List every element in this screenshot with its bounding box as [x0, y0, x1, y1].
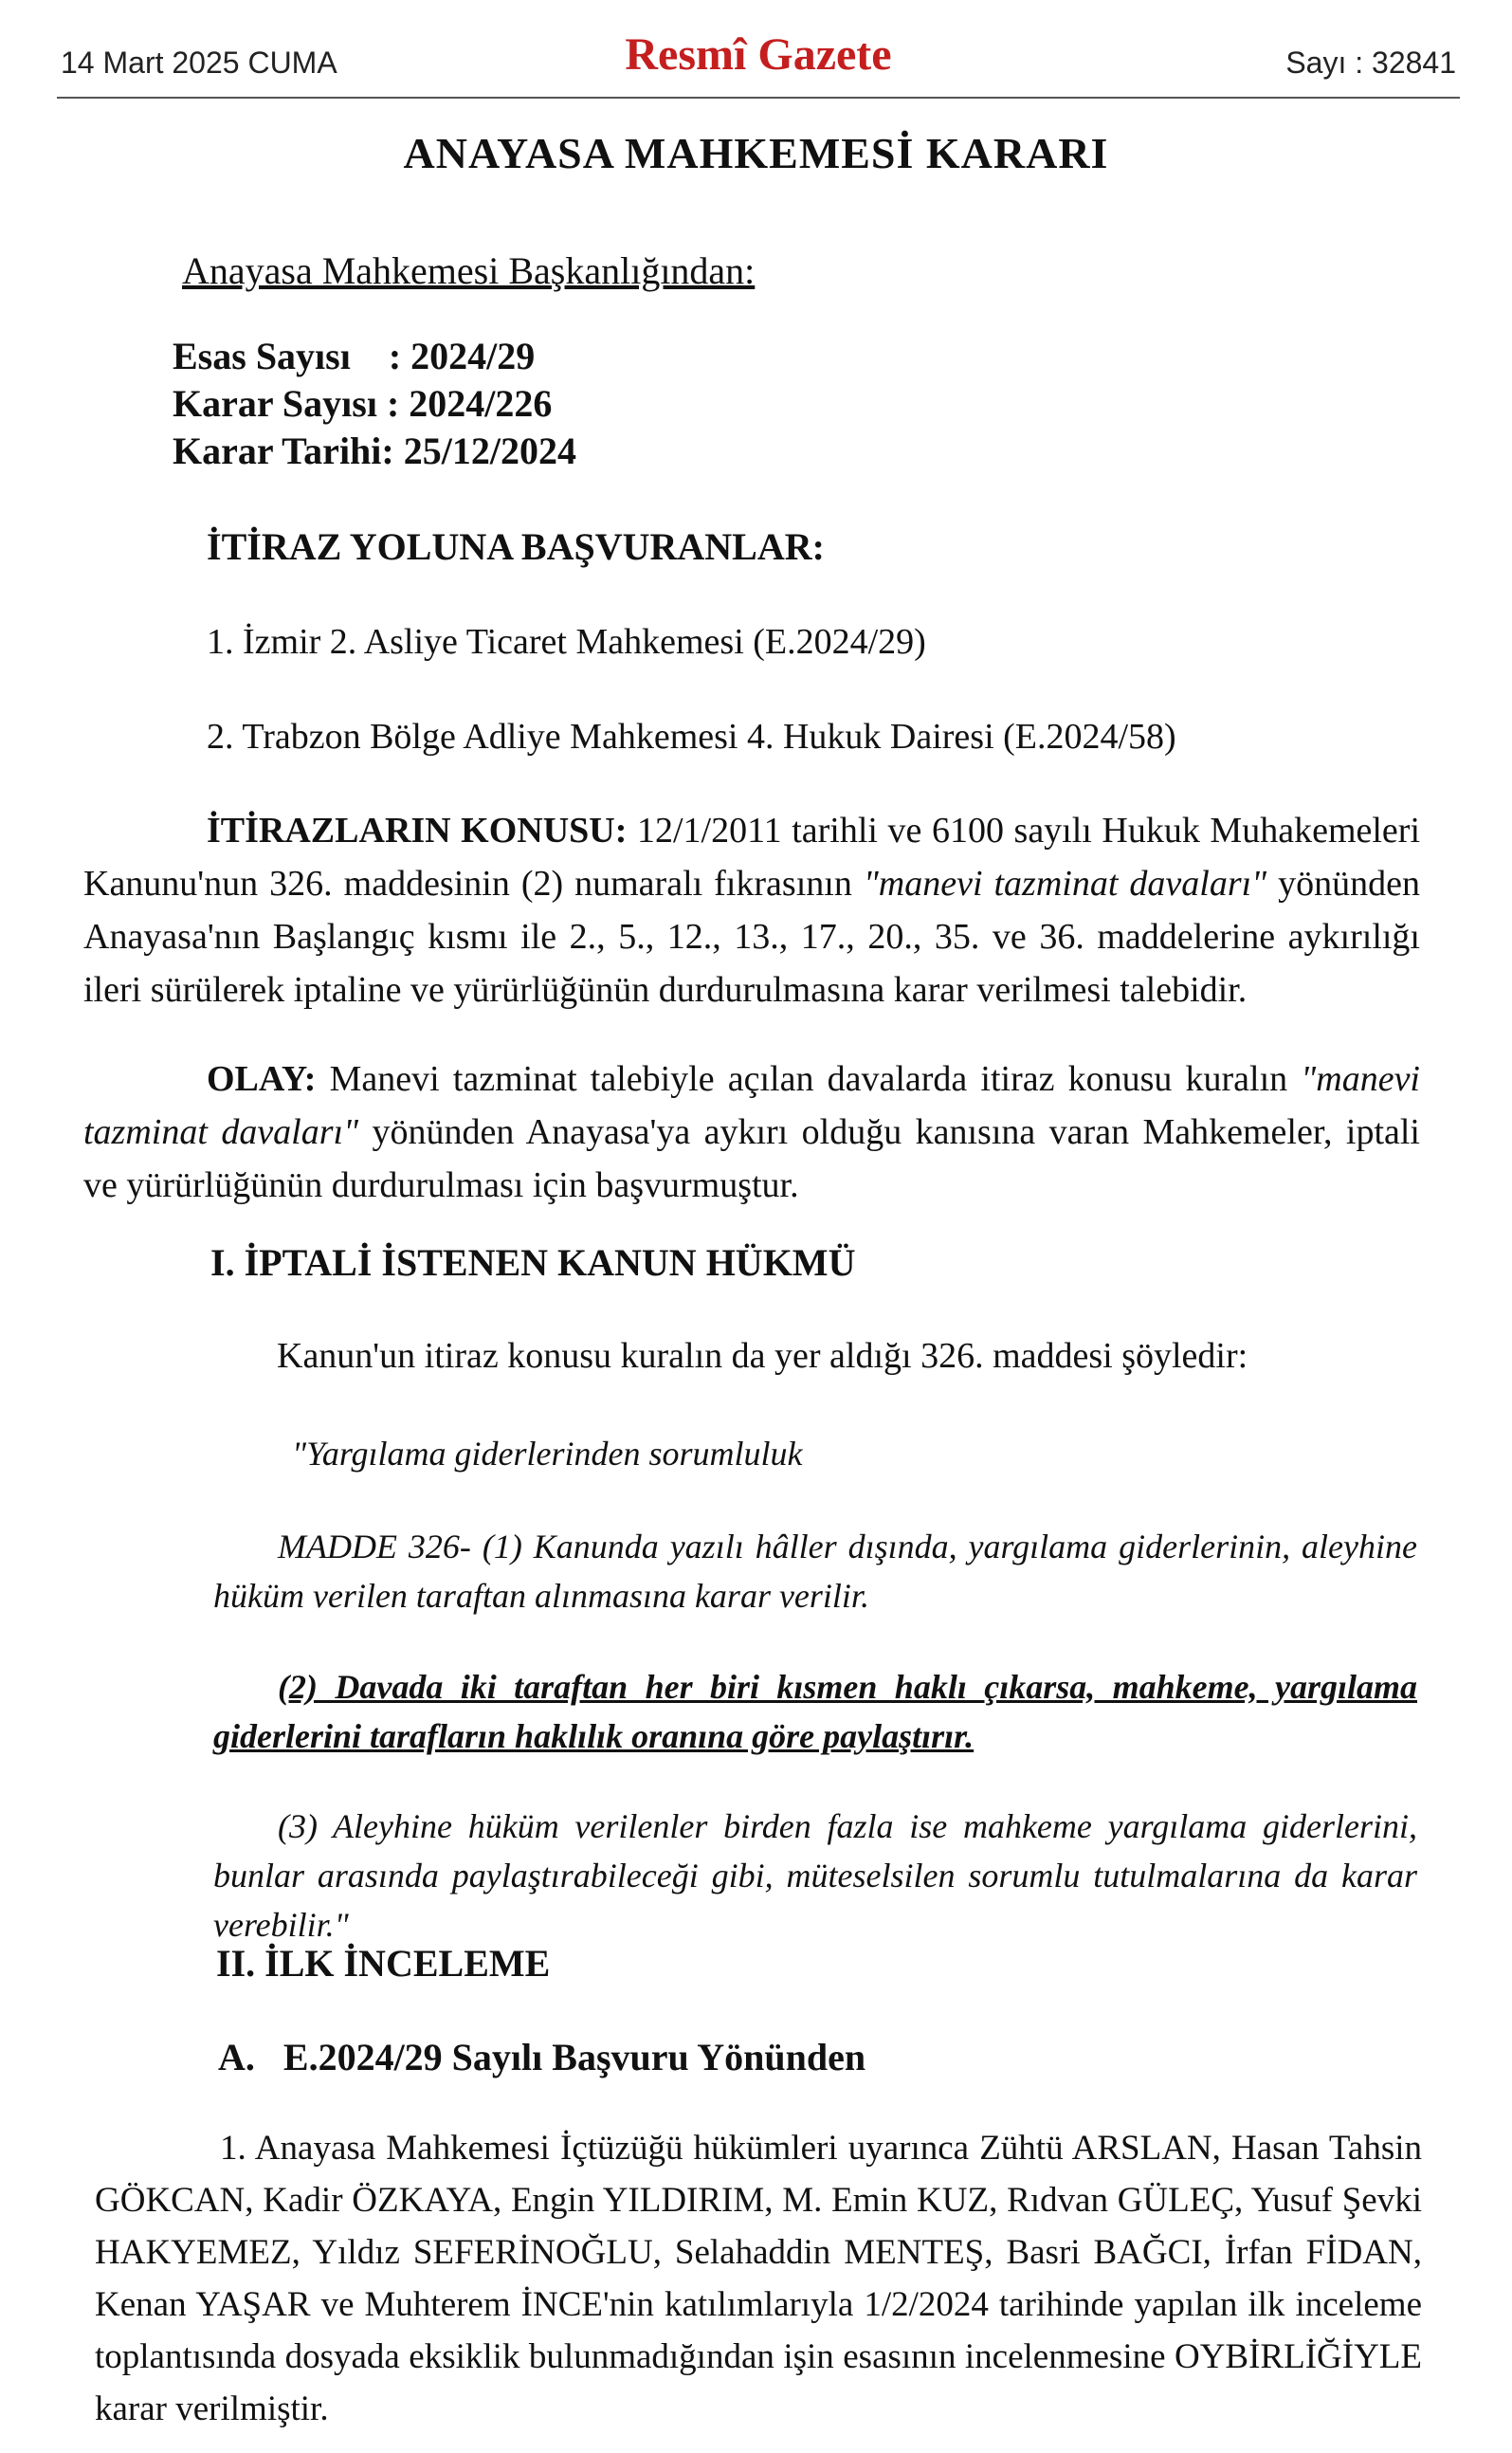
document-title: ANAYASA MAHKEMESİ KARARI: [403, 129, 1109, 177]
esas-sayisi: Esas Sayısı : 2024/29: [173, 335, 536, 377]
preliminary-review-paragraph: 1. Anayasa Mahkemesi İçtüzüğü hükümleri uyarınca Zühtü ARSLAN, Hasan Tahsin GÖKCAN, Kadir ÖZKAYA, Engin YILDIRIM, M. Emin KUZ, Rıdvan GÜLEÇ, Yusuf Şevki HAKYEMEZ, Yıldız SEFERİNOĞLU, Selahaddin MENTEŞ, Basri BAĞCI, İrfan FİDAN, Kenan YAŞAR ve Muhterem İNCE'nin katılımlarıyla 1/2/2024 tarihinde yapılan ilk inceleme toplantısında dosyada eksiklik bulunmadığından işin esasının incelenmesine OYBİRLİĞİYLE karar verilmiştir.: [95, 2129, 1422, 2428]
applicant-1: 1. İzmir 2. Asliye Ticaret Mahkemesi (E.2024/29): [207, 622, 926, 662]
gazette-header: [57, 28, 1460, 99]
section-1-heading: I. İPTALİ İSTENEN KANUN HÜKMÜ: [210, 1241, 856, 1284]
quote-title: "Yargılama giderlerinden sorumluluk: [292, 1435, 803, 1473]
event-label: OLAY:: [207, 1059, 317, 1099]
applicant-2: 2. Trabzon Bölge Adliye Mahkemesi 4. Hukuk Dairesi (E.2024/58): [207, 717, 1176, 757]
article-paragraph-2: (2) Davada iki taraftan her biri kısmen haklı çıkarsa, mahkeme, yargılama giderlerini tarafların haklılık oranına göre paylaştırır.: [213, 1668, 1417, 1755]
issue-date: 14 Mart 2025 CUMA: [61, 46, 337, 80]
article-paragraph-1: MADDE 326- (1) Kanunda yazılı hâller dışında, yargılama giderlerinin, aleyhine hüküm verilen taraftan alınmasına karar verilir.: [213, 1528, 1417, 1615]
subject-paragraph: İTİRAZLARIN KONUSU: 12/1/2011 tarihli ve 6100 sayılı Hukuk Muhakemeleri Kanunu'nun 326. maddesinin (2) numaralı fıkrasının "manevi tazminat davaları" yönünden Anayasa'nın Başlangıç kısmı ile 2., 5., 12., 13., 17., 20., 35. ve 36. maddelerine aykırılığı ileri sürülerek iptaline ve yürürlüğünün durdurulmasına karar verilmesi talebidir.: [83, 811, 1421, 1010]
applicants-heading: İTİRAZ YOLUNA BAŞVURANLAR:: [207, 525, 825, 568]
event-paragraph: OLAY: Manevi tazminat talebiyle açılan davalarda itiraz konusu kuralın "manevi tazminat davaları" yönünden Anayasa'ya aykırı olduğu kanısına varan Mahkemeler, iptali ve yürürlüğünün durdurulması için başvurmuştur.: [83, 1059, 1420, 1205]
issuing-authority: Anayasa Mahkemesi Başkanlığından:: [182, 249, 756, 292]
article-paragraph-3: (3) Aleyhine hüküm verilenler birden fazla ise mahkeme yargılama giderlerini, bunlar arasında paylaştırabileceği gibi, müteselsilen sorumlu tutulmalarına da karar verebilir.": [213, 1807, 1417, 1944]
karar-tarihi: Karar Tarihi: 25/12/2024: [173, 430, 576, 472]
subsection-a-heading: A. E.2024/29 Sayılı Başvuru Yönünden: [218, 2036, 866, 2078]
subject-label: İTİRAZLARIN KONUSU:: [207, 811, 628, 851]
gazette-title: Resmî Gazete: [625, 29, 892, 80]
issue-number: Sayı : 32841: [1285, 46, 1456, 80]
section-2-heading: II. İLK İNCELEME: [216, 1942, 551, 1985]
karar-sayisi: Karar Sayısı : 2024/226: [173, 382, 553, 425]
law-intro: Kanun'un itiraz konusu kuralın da yer aldığı 326. maddesi şöyledir:: [277, 1336, 1248, 1376]
